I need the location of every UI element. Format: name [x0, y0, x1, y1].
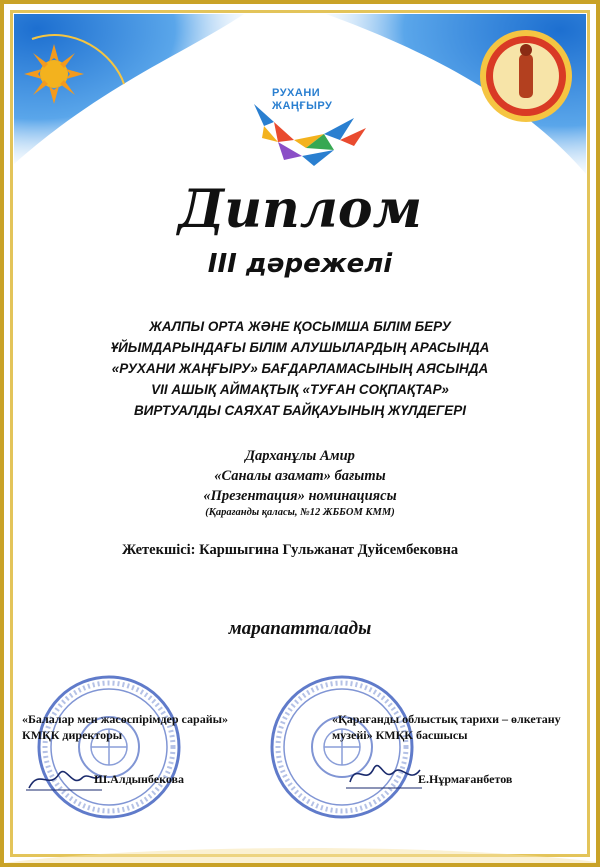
right-org-line2: музейі» КМҚК басшысы [332, 728, 468, 742]
recipient-name: Дарханұлы Амир [245, 448, 355, 464]
sun-icon [24, 44, 84, 104]
right-signature-icon [344, 756, 424, 792]
bottom-decoration [4, 823, 600, 863]
award-line: «РУХАНИ ЖАҢҒЫРУ» БАҒДАРЛАМАСЫНЫҢ АЯСЫНДА [111, 361, 489, 376]
award-line: VII АШЫҚ АЙМАҚТЫҚ «ТУҒАН СОҚПАҚТАР» [151, 382, 449, 397]
logo-text [272, 87, 332, 113]
award-line: ВИРТУАЛДЫ САЯХАТ БАЙҚАУЫНЫҢ ЖҮЛДЕГЕРІ [133, 403, 467, 418]
left-signature-icon [24, 760, 104, 794]
recipient-direction: «Саналы азамат» бағыты [214, 468, 386, 484]
awarded-text: марапатталады [228, 618, 372, 639]
left-org-line1: «Балалар мен жасөспірімдер сарайы» [22, 712, 228, 726]
leader-line: Жетекшісі: Каршыгина Гульжанат Дуйсембековна [122, 542, 459, 558]
logo-line1: РУХАНИ [272, 87, 321, 99]
recipient-block [4, 446, 596, 520]
left-org-line2: КМҚК директоры [22, 728, 123, 742]
recipient-school: (Қарағанды қаласы, №12 ЖББОМ КММ) [205, 507, 395, 518]
left-signatory-name: Ш.Алдынбекова [94, 772, 185, 786]
logo-line2: ЖАҢҒЫРУ [272, 100, 333, 112]
left-stamp [34, 672, 184, 822]
bird-icon [254, 104, 366, 166]
award-text [64, 316, 536, 421]
right-stamp [262, 672, 422, 822]
museum-emblem-icon [480, 30, 572, 122]
diploma-degree: III дәрежелі [207, 249, 393, 279]
award-line: ЖАЛПЫ ОРТА ЖӘНЕ ҚОСЫМША БІЛІМ БЕРУ [149, 319, 451, 334]
right-signatory-organization [332, 711, 561, 743]
recipient-nomination: «Презентация» номинациясы [203, 488, 397, 504]
right-org-line1: «Қарағанды облыстық тарихи – өлкетану [332, 712, 561, 726]
left-signatory-organization [22, 711, 228, 743]
right-signatory-name: Е.Нұрмағанбетов [418, 772, 513, 786]
award-line: ҰЙЫМДАРЫНДАҒЫ БІЛІМ АЛУШЫЛАРДЫҢ АРАСЫНДА [110, 340, 490, 355]
diploma-title: Диплом [177, 179, 423, 240]
top-left-decoration [14, 14, 244, 164]
